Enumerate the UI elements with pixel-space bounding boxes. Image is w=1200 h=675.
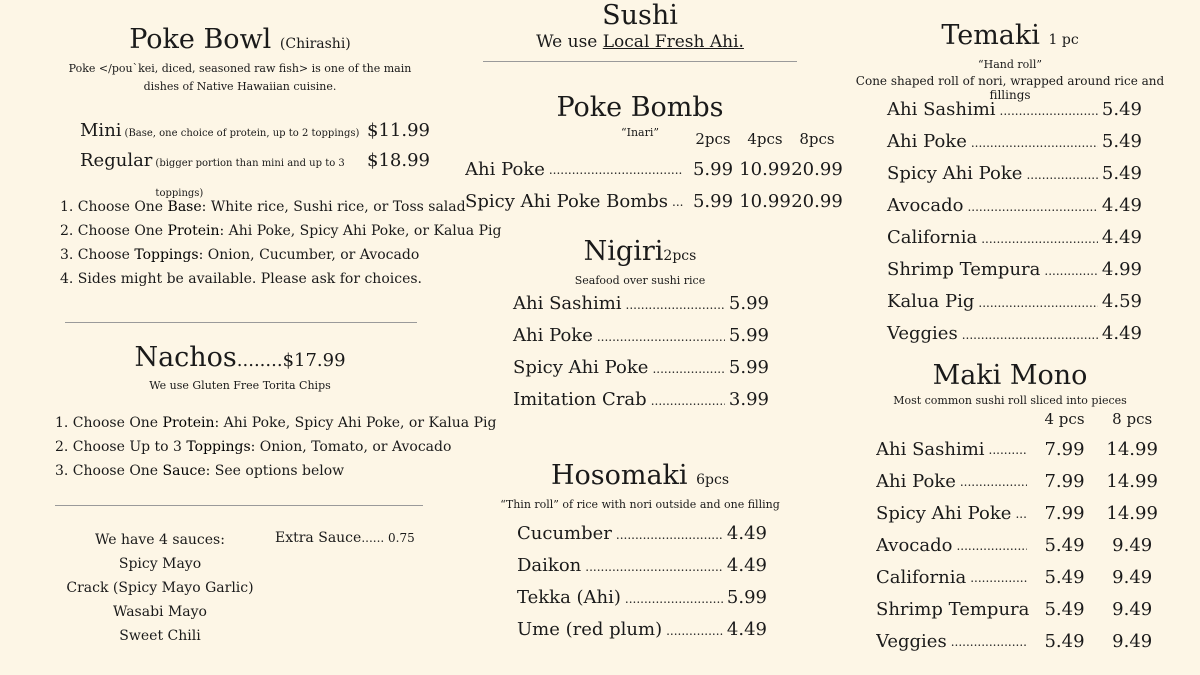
- step-item: [60, 243, 501, 267]
- poke-bowl-subtitle: (Chirashi): [279, 36, 351, 52]
- sushi-title: Sushi: [602, 0, 678, 31]
- step-keyword: Toppings: [186, 439, 251, 455]
- step-keyword: Sauce: [162, 463, 206, 479]
- step-item: [55, 459, 496, 483]
- item-price: 5.49: [1101, 131, 1142, 152]
- item-name: Veggies: [887, 323, 958, 344]
- sauce-item: Crack (Spicy Mayo Garlic): [66, 580, 254, 596]
- item-name-cell: [876, 434, 1031, 466]
- menu-item: [513, 352, 769, 384]
- poke-bowl-desc-2: dishes of Native Hawaiian cuisine.: [143, 80, 337, 93]
- menu-item: [887, 126, 1142, 158]
- item-price: 7.99: [1044, 503, 1085, 524]
- maki-mono-section: [850, 360, 1170, 410]
- nachos-price: ........$17.99: [236, 350, 346, 371]
- step-item: [55, 435, 496, 459]
- maki-mono-title: Maki Mono: [932, 360, 1088, 391]
- dot-leader: [597, 321, 725, 353]
- item-name: Ume (red plum): [517, 619, 663, 640]
- step-text: 4. Sides might be available. Please ask for choices.: [60, 271, 422, 287]
- item-name: Spicy Ahi Poke Bombs: [465, 191, 669, 212]
- column-header: 4 pcs: [1044, 410, 1085, 428]
- item-name: Avocado: [876, 535, 953, 556]
- menu-item: [517, 518, 767, 550]
- poke-bowl-section: [60, 24, 420, 96]
- step-text: 3. Choose One: [55, 463, 163, 479]
- item-price: 7.99: [1044, 439, 1085, 460]
- menu-item: [513, 288, 769, 320]
- item-price: 20.99: [791, 191, 843, 212]
- item-name: Imitation Crab: [513, 389, 647, 410]
- column-header: 8pcs: [799, 130, 835, 148]
- item-name: Kalua Pig: [887, 291, 975, 312]
- item-name: Ahi Poke: [465, 159, 545, 180]
- item-price: 9.49: [1112, 567, 1153, 588]
- temaki-sub: “Hand roll”: [978, 58, 1042, 71]
- extra-sauce-label: Extra Sauce: [275, 530, 362, 546]
- poke-bombs-title: Poke Bombs: [556, 92, 724, 123]
- item-price: 4.59: [1101, 291, 1142, 312]
- sauce-item: Sweet Chili: [119, 628, 201, 644]
- hosomaki-count: 6pcs: [696, 472, 730, 488]
- step-options: : Onion, Tomato, or Avocado: [250, 439, 452, 455]
- size-option: [80, 116, 430, 146]
- dot-leader: [1015, 498, 1026, 530]
- item-name-cell: [876, 498, 1031, 530]
- nigiri-sub: Seafood over sushi rice: [574, 274, 706, 287]
- hosomaki-section: [460, 460, 820, 514]
- step-item: [60, 219, 501, 243]
- dot-leader: [616, 519, 723, 551]
- menu-item: [876, 594, 1166, 626]
- nigiri-section: [480, 236, 800, 290]
- poke-bombs-table: [465, 130, 845, 218]
- poke-bowl-title: Poke Bowl: [129, 24, 272, 55]
- step-options: : White rice, Sushi rice, or Toss salad: [201, 199, 466, 215]
- menu-item: [887, 190, 1142, 222]
- dot-leader: [951, 626, 1027, 658]
- menu-item: [876, 626, 1166, 658]
- item-name-cell: [876, 530, 1031, 562]
- step-options: : See options below: [205, 463, 345, 479]
- menu-item: [876, 498, 1166, 530]
- column-headers: [876, 410, 1166, 434]
- extra-sauce: [275, 530, 415, 546]
- item-name: Veggies: [876, 631, 947, 652]
- item-price: 9.49: [1112, 631, 1153, 652]
- item-name: Ahi Sashimi: [887, 99, 996, 120]
- sauces-list: [60, 528, 260, 648]
- item-name: Ahi Poke: [876, 471, 956, 492]
- menu-item: [513, 384, 769, 416]
- step-text: 2. Choose Up to 3: [55, 439, 187, 455]
- poke-bowl-desc: Poke </pou`kei, diced, seasoned raw fish> is one of the main: [68, 62, 412, 75]
- nigiri-count: 2pcs: [663, 248, 697, 264]
- size-option: [80, 146, 430, 199]
- item-price: 5.99: [726, 587, 767, 608]
- item-name: Ahi Poke: [513, 325, 593, 346]
- size-price: $11.99: [367, 120, 430, 141]
- dot-leader: [666, 615, 723, 647]
- sushi-tagline-underlined: Local Fresh Ahi.: [602, 32, 744, 52]
- item-name: California: [876, 567, 967, 588]
- step-keyword: Toppings: [134, 247, 199, 263]
- menu-item: [517, 582, 767, 614]
- item-name: Ahi Sashimi: [876, 439, 985, 460]
- extra-sauce-price: ...... 0.75: [361, 531, 415, 545]
- size-name: Regular: [80, 150, 153, 171]
- item-price: 3.99: [728, 389, 769, 410]
- column-headers: [465, 130, 845, 154]
- menu-item: [887, 158, 1142, 190]
- sushi-header: [480, 0, 800, 52]
- item-price: 5.99: [728, 357, 769, 378]
- dot-leader: [1044, 255, 1098, 287]
- divider: [55, 505, 423, 506]
- item-price: 9.49: [1112, 599, 1153, 620]
- item-name: Cucumber: [517, 523, 612, 544]
- step-text: 3. Choose: [60, 247, 135, 263]
- item-name: Spicy Ahi Poke: [887, 163, 1023, 184]
- item-name: Spicy Ahi Poke: [513, 357, 649, 378]
- item-name-cell: [876, 594, 1031, 626]
- item-price: 5.49: [1044, 599, 1085, 620]
- item-price: 5.99: [728, 293, 769, 314]
- menu-item: [517, 550, 767, 582]
- menu-item: [887, 94, 1142, 126]
- item-price: 9.49: [1112, 535, 1153, 556]
- menu-item: [876, 562, 1166, 594]
- dot-leader: [956, 530, 1026, 562]
- dot-leader: [978, 287, 1098, 319]
- poke-bombs-sub: “Inari”: [620, 126, 659, 139]
- dot-leader: [970, 562, 1026, 594]
- item-price: 4.49: [1101, 323, 1142, 344]
- divider: [65, 322, 417, 323]
- item-price: 4.49: [726, 523, 767, 544]
- item-price: 5.49: [1101, 99, 1142, 120]
- column-header: 2pcs: [695, 130, 731, 148]
- menu-item: [876, 530, 1166, 562]
- size-price: $18.99: [367, 150, 430, 171]
- item-name: Avocado: [887, 195, 964, 216]
- maki-mono-table: [876, 410, 1166, 658]
- temaki-count: 1 pc: [1048, 32, 1079, 48]
- nigiri-list: [513, 288, 769, 416]
- sauce-item: Spicy Mayo: [118, 556, 202, 572]
- poke-bowl-sizes: [80, 116, 430, 199]
- dot-leader: [625, 583, 723, 615]
- nachos-steps: [55, 411, 496, 483]
- item-price: 4.49: [1101, 227, 1142, 248]
- item-name: Spicy Ahi Poke: [876, 503, 1012, 524]
- sauce-item: Wasabi Mayo: [113, 604, 207, 620]
- size-note: (Base, one choice of protein, up to 2 toppings): [124, 128, 360, 139]
- item-price: 5.49: [1044, 631, 1085, 652]
- item-name-cell: [465, 186, 687, 218]
- nachos-section: [60, 342, 420, 395]
- item-price: 14.99: [1106, 439, 1158, 460]
- item-price: 4.49: [726, 619, 767, 640]
- dot-leader: [626, 289, 725, 321]
- step-item: [60, 195, 501, 219]
- step-options: : Ahi Poke, Spicy Ahi Poke, or Kalua Pig: [214, 415, 497, 431]
- item-price: 10.99: [739, 191, 791, 212]
- item-price: 5.99: [692, 159, 734, 180]
- item-price: 4.49: [726, 555, 767, 576]
- step-options: : Ahi Poke, Spicy Ahi Poke, or Kalua Pig: [219, 223, 502, 239]
- item-price: 5.49: [1044, 535, 1085, 556]
- item-name: Shrimp Tempura: [876, 599, 1030, 620]
- step-text: 2. Choose One: [60, 223, 168, 239]
- item-price: 10.99: [739, 159, 791, 180]
- nigiri-title: Nigiri: [583, 236, 664, 267]
- dot-leader: [652, 353, 724, 385]
- menu-item: [517, 614, 767, 646]
- menu-item: [876, 434, 1166, 466]
- step-keyword: Protein: [167, 223, 220, 239]
- dot-leader: [971, 127, 1098, 159]
- hosomaki-list: [517, 518, 767, 646]
- item-name-cell: [876, 626, 1031, 658]
- step-keyword: Protein: [162, 415, 215, 431]
- menu-item: [887, 222, 1142, 254]
- poke-bowl-steps: [60, 195, 501, 291]
- item-price: 14.99: [1106, 471, 1158, 492]
- menu-item: [887, 318, 1142, 350]
- dot-leader: [1000, 95, 1098, 127]
- dot-leader: [549, 154, 683, 186]
- item-price: 4.99: [1101, 259, 1142, 280]
- dot-leader: [967, 191, 1097, 223]
- dot-leader: [962, 319, 1098, 351]
- menu-item: [876, 466, 1166, 498]
- nachos-desc: We use Gluten Free Torita Chips: [149, 379, 331, 392]
- menu-item: [887, 286, 1142, 318]
- dot-leader: [989, 434, 1027, 466]
- item-price: 4.49: [1101, 195, 1142, 216]
- temaki-title: Temaki: [941, 20, 1040, 51]
- dot-leader: [981, 223, 1098, 255]
- hosomaki-title: Hosomaki: [550, 460, 688, 491]
- menu-item: [887, 254, 1142, 286]
- item-price: 5.99: [692, 191, 734, 212]
- item-price: 7.99: [1044, 471, 1085, 492]
- nachos-title: Nachos: [134, 342, 237, 373]
- dot-leader: [585, 551, 723, 583]
- item-name: Tekka (Ahi): [517, 587, 621, 608]
- column-header: 4pcs: [747, 130, 783, 148]
- item-price: 14.99: [1106, 503, 1158, 524]
- step-keyword: Base: [167, 199, 202, 215]
- temaki-section: [850, 20, 1170, 102]
- menu-item: [465, 186, 845, 218]
- step-text: 1. Choose One: [55, 415, 163, 431]
- item-price: 20.99: [791, 159, 843, 180]
- temaki-list: [887, 94, 1142, 350]
- item-price: 5.99: [728, 325, 769, 346]
- menu-item: [513, 320, 769, 352]
- menu-item: [465, 154, 845, 186]
- divider: [483, 61, 797, 62]
- step-options: : Onion, Cucumber, or Avocado: [198, 247, 420, 263]
- item-name: Daikon: [517, 555, 582, 576]
- spacer: [876, 410, 1031, 434]
- item-name: Ahi Sashimi: [513, 293, 622, 314]
- size-note: (bigger portion than mini and up to 3 toppings): [155, 158, 345, 199]
- hosomaki-sub: “Thin roll” of rice with nori outside and one filling: [500, 498, 780, 511]
- maki-mono-sub: Most common sushi roll sliced into pieces: [893, 394, 1127, 407]
- dot-leader: [651, 385, 725, 417]
- item-price: 5.49: [1101, 163, 1142, 184]
- item-name-cell: [465, 154, 687, 186]
- item-name-cell: [876, 466, 1031, 498]
- item-name: Shrimp Tempura: [887, 259, 1041, 280]
- sauces-heading: We have 4 sauces:: [95, 532, 225, 548]
- item-name: Ahi Poke: [887, 131, 967, 152]
- dot-leader: [960, 466, 1027, 498]
- dot-leader: [1026, 159, 1097, 191]
- column-header: 8 pcs: [1112, 410, 1153, 428]
- dot-leader: [672, 186, 683, 218]
- item-name: California: [887, 227, 978, 248]
- step-text: 1. Choose One: [60, 199, 168, 215]
- sushi-tagline: We use: [536, 32, 603, 52]
- step-item: [60, 267, 501, 291]
- size-name: Mini: [80, 120, 122, 141]
- step-item: [55, 411, 496, 435]
- item-price: 5.49: [1044, 567, 1085, 588]
- spacer: [465, 130, 687, 154]
- item-name-cell: [876, 562, 1031, 594]
- temaki-desc: Cone shaped roll of nori, wrapped around rice and fillings: [855, 74, 1165, 102]
